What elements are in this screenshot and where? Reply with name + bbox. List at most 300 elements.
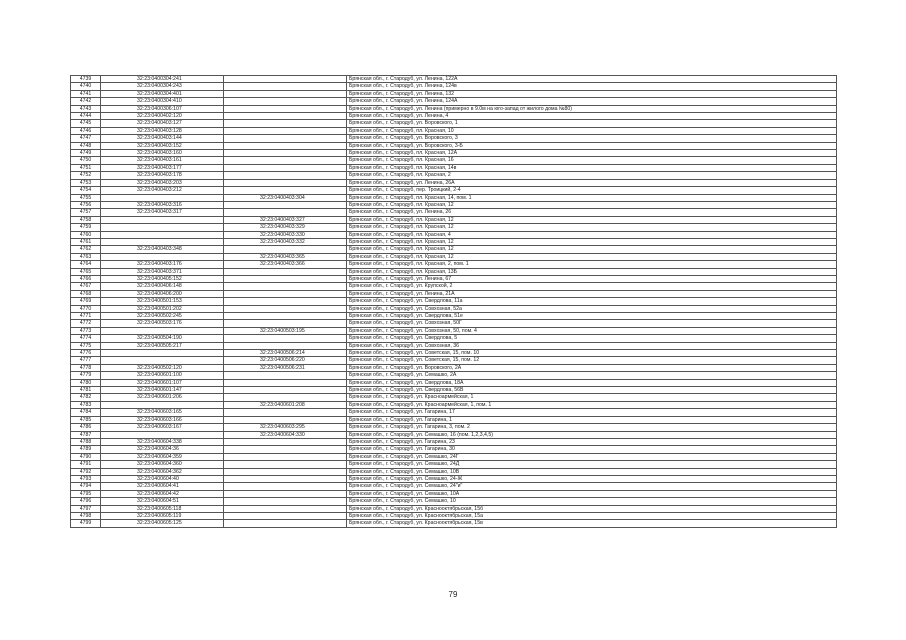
building-cadastral-number-cell xyxy=(224,461,347,468)
row-number-cell: 4793 xyxy=(71,475,101,482)
address-cell: Брянская обл., г. Стародуб, ул. Семашко, 2А xyxy=(347,372,837,379)
address-cell: Брянская обл., г. Стародуб, пл. Красная, 12 xyxy=(347,246,837,253)
row-number-cell: 4758 xyxy=(71,216,101,223)
cadastral-number-cell xyxy=(101,216,224,223)
row-number-cell: 4795 xyxy=(71,490,101,497)
row-number-cell: 4792 xyxy=(71,468,101,475)
table-row xyxy=(71,150,837,157)
building-cadastral-number-cell xyxy=(224,283,347,290)
building-cadastral-number-cell xyxy=(224,90,347,97)
table-row xyxy=(71,275,837,282)
row-number-cell: 4777 xyxy=(71,357,101,364)
address-cell: Брянская обл., г. Стародуб, пл. Красная, 16 xyxy=(347,157,837,164)
table-row xyxy=(71,313,837,320)
building-cadastral-number-cell xyxy=(224,127,347,134)
building-cadastral-number-cell xyxy=(224,498,347,505)
registry-table xyxy=(70,75,837,528)
address-cell: Брянская обл., г. Стародуб, пл. Красная, 12 xyxy=(347,216,837,223)
cadastral-number-cell: 32:23:0400605:119 xyxy=(101,512,224,519)
address-cell: Брянская обл., г. Стародуб, ул. Свердлова, 51е xyxy=(347,313,837,320)
table-row xyxy=(71,505,837,512)
row-number-cell: 4756 xyxy=(71,201,101,208)
cadastral-number-cell: 32:23:0400603:167 xyxy=(101,424,224,431)
table-row xyxy=(71,409,837,416)
building-cadastral-number-cell xyxy=(224,490,347,497)
table-row xyxy=(71,401,837,408)
cadastral-number-cell: 32:23:0400505:217 xyxy=(101,342,224,349)
table-row xyxy=(71,113,837,120)
address-cell: Брянская обл., г. Стародуб, ул. Свердлова, 5 xyxy=(347,335,837,342)
cadastral-number-cell: 32:23:0400304:401 xyxy=(101,90,224,97)
row-number-cell: 4752 xyxy=(71,172,101,179)
row-number-cell: 4797 xyxy=(71,505,101,512)
table-row xyxy=(71,364,837,371)
table-row xyxy=(71,468,837,475)
table-row xyxy=(71,90,837,97)
building-cadastral-number-cell: 32:23:0400403:327 xyxy=(224,216,347,223)
table-row xyxy=(71,194,837,201)
table-row xyxy=(71,475,837,482)
row-number-cell: 4753 xyxy=(71,179,101,186)
building-cadastral-number-cell xyxy=(224,298,347,305)
address-cell: Брянская обл., г. Стародуб, ул. Ленина, 4 xyxy=(347,113,837,120)
building-cadastral-number-cell xyxy=(224,275,347,282)
row-number-cell: 4769 xyxy=(71,298,101,305)
cadastral-number-cell: 32:23:0400304:241 xyxy=(101,76,224,83)
table-row xyxy=(71,201,837,208)
table-row xyxy=(71,357,837,364)
address-cell: Брянская обл., г. Стародуб, ул. Ленина, 122А xyxy=(347,76,837,83)
cadastral-number-cell xyxy=(101,224,224,231)
building-cadastral-number-cell xyxy=(224,379,347,386)
cadastral-number-cell: 32:23:0400403:316 xyxy=(101,201,224,208)
table-row xyxy=(71,209,837,216)
row-number-cell: 4796 xyxy=(71,498,101,505)
address-cell: Брянская обл., г. Стародуб, ул. Гагарина, 17 xyxy=(347,409,837,416)
address-cell: Брянская обл., г. Стародуб, ул. Воровского, 2А xyxy=(347,364,837,371)
row-number-cell: 4740 xyxy=(71,83,101,90)
cadastral-number-cell: 32:23:0400604:41 xyxy=(101,483,224,490)
cadastral-number-cell xyxy=(101,253,224,260)
address-cell: Брянская обл., г. Стародуб, пл. Красная, 4 xyxy=(347,231,837,238)
cadastral-number-cell: 32:23:0400403:176 xyxy=(101,261,224,268)
building-cadastral-number-cell xyxy=(224,475,347,482)
address-cell: Брянская обл., г. Стародуб, ул. Ленина, 26 xyxy=(347,209,837,216)
table-row xyxy=(71,512,837,519)
building-cadastral-number-cell xyxy=(224,483,347,490)
table-row xyxy=(71,498,837,505)
building-cadastral-number-cell xyxy=(224,335,347,342)
cadastral-number-cell: 32:23:0400601:107 xyxy=(101,379,224,386)
address-cell: Брянская обл., г. Стародуб, ул. Семашко, 16 (пом. 1,2,3,4,5) xyxy=(347,431,837,438)
row-number-cell: 4750 xyxy=(71,157,101,164)
cadastral-number-cell: 32:23:0400406:148 xyxy=(101,283,224,290)
address-cell: Брянская обл., г. Стародуб, пл. Красная, 12 xyxy=(347,201,837,208)
building-cadastral-number-cell xyxy=(224,246,347,253)
address-cell: Брянская обл., г. Стародуб, пл. Красная, 13Б xyxy=(347,268,837,275)
row-number-cell: 4779 xyxy=(71,372,101,379)
building-cadastral-number-cell xyxy=(224,468,347,475)
cadastral-number-cell xyxy=(101,431,224,438)
row-number-cell: 4799 xyxy=(71,520,101,527)
building-cadastral-number-cell xyxy=(224,520,347,527)
address-cell: Брянская обл., г. Стародуб, ул. Воровского, 1 xyxy=(347,120,837,127)
table-row xyxy=(71,216,837,223)
address-cell: Брянская обл., г. Стародуб, пл. Красная, 14в xyxy=(347,164,837,171)
cadastral-number-cell: 32:23:0400304:243 xyxy=(101,83,224,90)
building-cadastral-number-cell xyxy=(224,157,347,164)
cadastral-number-cell: 32:23:0400403:127 xyxy=(101,120,224,127)
building-cadastral-number-cell xyxy=(224,320,347,327)
address-cell: Брянская обл., г. Стародуб, ул. Совхозная, 50, пом. 4 xyxy=(347,327,837,334)
row-number-cell: 4744 xyxy=(71,113,101,120)
building-cadastral-number-cell xyxy=(224,394,347,401)
cadastral-number-cell: 32:23:0400403:161 xyxy=(101,157,224,164)
cadastral-number-cell: 32:23:0400501:153 xyxy=(101,298,224,305)
table-row xyxy=(71,394,837,401)
address-cell: Брянская обл., г. Стародуб, ул. Гагарина, 30 xyxy=(347,446,837,453)
row-number-cell: 4791 xyxy=(71,461,101,468)
table-row xyxy=(71,98,837,105)
row-number-cell: 4783 xyxy=(71,401,101,408)
table-row xyxy=(71,238,837,245)
address-cell: Брянская обл., г. Стародуб, ул. Краснооктябрьская, 15в xyxy=(347,520,837,527)
registry-table-body xyxy=(71,76,837,528)
building-cadastral-number-cell: 32:23:0400403:304 xyxy=(224,194,347,201)
building-cadastral-number-cell: 32:23:0400603:295 xyxy=(224,424,347,431)
table-row xyxy=(71,446,837,453)
address-cell: Брянская обл., г. Стародуб, ул. Ленина, 124А xyxy=(347,98,837,105)
cadastral-number-cell: 32:23:0400604:51 xyxy=(101,498,224,505)
address-cell: Брянская обл., г. Стародуб, ул. Гагарина, 3, пом. 2 xyxy=(347,424,837,431)
table-row xyxy=(71,298,837,305)
row-number-cell: 4749 xyxy=(71,150,101,157)
building-cadastral-number-cell xyxy=(224,98,347,105)
cadastral-number-cell: 32:23:0400601:100 xyxy=(101,372,224,379)
address-cell: Брянская обл., г. Стародуб, ул. Свердлова, 56В xyxy=(347,387,837,394)
cadastral-number-cell: 32:23:0400605:118 xyxy=(101,505,224,512)
table-row xyxy=(71,320,837,327)
cadastral-number-cell: 32:23:0400604:359 xyxy=(101,453,224,460)
row-number-cell: 4760 xyxy=(71,231,101,238)
building-cadastral-number-cell: 32:23:0400403:330 xyxy=(224,231,347,238)
row-number-cell: 4754 xyxy=(71,187,101,194)
address-cell: Брянская обл., г. Стародуб, ул. Ленина, 26А xyxy=(347,179,837,186)
cadastral-number-cell: 32:23:0400604:40 xyxy=(101,475,224,482)
table-row xyxy=(71,246,837,253)
table-row xyxy=(71,483,837,490)
table-row xyxy=(71,261,837,268)
cadastral-number-cell: 32:23:0400406:200 xyxy=(101,290,224,297)
building-cadastral-number-cell xyxy=(224,105,347,112)
building-cadastral-number-cell xyxy=(224,268,347,275)
building-cadastral-number-cell: 32:23:0400506:220 xyxy=(224,357,347,364)
building-cadastral-number-cell xyxy=(224,342,347,349)
table-row xyxy=(71,520,837,527)
row-number-cell: 4798 xyxy=(71,512,101,519)
table-row xyxy=(71,268,837,275)
cadastral-number-cell: 32:23:0400502:245 xyxy=(101,313,224,320)
row-number-cell: 4741 xyxy=(71,90,101,97)
cadastral-number-cell: 32:23:0400503:176 xyxy=(101,320,224,327)
address-cell: Брянская обл., г. Стародуб, пл. Красная, 10 xyxy=(347,127,837,134)
building-cadastral-number-cell xyxy=(224,201,347,208)
row-number-cell: 4771 xyxy=(71,313,101,320)
table-row xyxy=(71,372,837,379)
building-cadastral-number-cell xyxy=(224,150,347,157)
address-cell: Брянская обл., г. Стародуб, пл. Красная, 12 xyxy=(347,253,837,260)
cadastral-number-cell: 32:23:0400603:166 xyxy=(101,416,224,423)
building-cadastral-number-cell xyxy=(224,142,347,149)
address-cell: Брянская обл., г. Стародуб, ул. Советская, 15, пом. 10 xyxy=(347,350,837,357)
row-number-cell: 4748 xyxy=(71,142,101,149)
table-row xyxy=(71,305,837,312)
address-cell: Брянская обл., г. Стародуб, ул. Семашко, 10А xyxy=(347,490,837,497)
address-cell: Брянская обл., г. Стародуб, ул. Красноармейская, 1 xyxy=(347,394,837,401)
address-cell: Брянская обл., г. Стародуб, пл. Красная, 12 xyxy=(347,238,837,245)
cadastral-number-cell: 32:23:0400403:128 xyxy=(101,127,224,134)
building-cadastral-number-cell xyxy=(224,135,347,142)
row-number-cell: 4755 xyxy=(71,194,101,201)
table-row xyxy=(71,379,837,386)
address-cell: Брянская обл., г. Стародуб, ул. Ленина, 67 xyxy=(347,275,837,282)
address-cell: Брянская обл., г. Стародуб, ул. Советская, 15, пом. 12 xyxy=(347,357,837,364)
building-cadastral-number-cell: 32:23:0400506:214 xyxy=(224,350,347,357)
table-row xyxy=(71,187,837,194)
table-row xyxy=(71,142,837,149)
page-number: 79 xyxy=(448,590,458,599)
cadastral-number-cell xyxy=(101,357,224,364)
cadastral-number-cell: 32:23:0400403:371 xyxy=(101,268,224,275)
cadastral-number-cell: 32:23:0400601:147 xyxy=(101,387,224,394)
row-number-cell: 4746 xyxy=(71,127,101,134)
cadastral-number-cell: 32:23:0400504:190 xyxy=(101,335,224,342)
row-number-cell: 4770 xyxy=(71,305,101,312)
cadastral-number-cell: 32:23:0400306:107 xyxy=(101,105,224,112)
row-number-cell: 4768 xyxy=(71,290,101,297)
building-cadastral-number-cell xyxy=(224,446,347,453)
address-cell: Брянская обл., г. Стародуб, пер. Троицкий, 2-4 xyxy=(347,187,837,194)
address-cell: Брянская обл., г. Стародуб, ул. Свердлова, 11а xyxy=(347,298,837,305)
row-number-cell: 4787 xyxy=(71,431,101,438)
building-cadastral-number-cell xyxy=(224,372,347,379)
cadastral-number-cell: 32:23:0400502:120 xyxy=(101,364,224,371)
address-cell: Брянская обл., г. Стародуб, пл. Красная, 12 xyxy=(347,224,837,231)
building-cadastral-number-cell xyxy=(224,416,347,423)
address-cell: Брянская обл., г. Стародуб, ул. Семашко, 10 xyxy=(347,498,837,505)
table-row xyxy=(71,387,837,394)
address-cell: Брянская обл., г. Стародуб, пл. Красная, 14, пом. 1 xyxy=(347,194,837,201)
row-number-cell: 4790 xyxy=(71,453,101,460)
building-cadastral-number-cell xyxy=(224,120,347,127)
table-row xyxy=(71,127,837,134)
address-cell: Брянская обл., г. Стародуб, ул. Семашко, 24Г xyxy=(347,453,837,460)
address-cell: Брянская обл., г. Стародуб, ул. Гагарина, 1 xyxy=(347,416,837,423)
building-cadastral-number-cell xyxy=(224,512,347,519)
cadastral-number-cell: 32:23:0400402:120 xyxy=(101,113,224,120)
cadastral-number-cell: 32:23:0400603:165 xyxy=(101,409,224,416)
table-row xyxy=(71,179,837,186)
cadastral-number-cell xyxy=(101,238,224,245)
building-cadastral-number-cell: 32:23:0400506:231 xyxy=(224,364,347,371)
cadastral-number-cell: 32:23:0400601:206 xyxy=(101,394,224,401)
building-cadastral-number-cell xyxy=(224,76,347,83)
cadastral-number-cell: 32:23:0400403:178 xyxy=(101,172,224,179)
address-cell: Брянская обл., г. Стародуб, ул. Крупской, 2 xyxy=(347,283,837,290)
building-cadastral-number-cell xyxy=(224,164,347,171)
cadastral-number-cell xyxy=(101,327,224,334)
cadastral-number-cell: 32:23:0400304:410 xyxy=(101,98,224,105)
row-number-cell: 4743 xyxy=(71,105,101,112)
row-number-cell: 4775 xyxy=(71,342,101,349)
cadastral-number-cell: 32:23:0400605:125 xyxy=(101,520,224,527)
address-cell: Брянская обл., г. Стародуб, пл. Красная, 2, пом. 1 xyxy=(347,261,837,268)
address-cell: Брянская обл., г. Стародуб, пл. Красная, 2 xyxy=(347,172,837,179)
building-cadastral-number-cell xyxy=(224,305,347,312)
building-cadastral-number-cell: 32:23:0400503:195 xyxy=(224,327,347,334)
building-cadastral-number-cell xyxy=(224,290,347,297)
building-cadastral-number-cell xyxy=(224,409,347,416)
address-cell: Брянская обл., г. Стародуб, ул. Краснооктябрьская, 15б xyxy=(347,505,837,512)
table-row xyxy=(71,431,837,438)
address-cell: Брянская обл., г. Стародуб, пл. Красная, 12А xyxy=(347,150,837,157)
row-number-cell: 4774 xyxy=(71,335,101,342)
building-cadastral-number-cell: 32:23:0400403:365 xyxy=(224,253,347,260)
row-number-cell: 4761 xyxy=(71,238,101,245)
building-cadastral-number-cell: 32:23:0400601:208 xyxy=(224,401,347,408)
cadastral-number-cell: 32:23:0400604:362 xyxy=(101,468,224,475)
address-cell: Брянская обл., г. Стародуб, ул. Семашко, 10В xyxy=(347,468,837,475)
row-number-cell: 4757 xyxy=(71,209,101,216)
cadastral-number-cell: 32:23:0400604:42 xyxy=(101,490,224,497)
row-number-cell: 4764 xyxy=(71,261,101,268)
address-cell: Брянская обл., г. Стародуб, ул. Воровского, 3-Б xyxy=(347,142,837,149)
table-row xyxy=(71,453,837,460)
address-cell: Брянская обл., г. Стародуб, ул. Совхозная, 36 xyxy=(347,342,837,349)
building-cadastral-number-cell: 32:23:0400604:330 xyxy=(224,431,347,438)
address-cell: Брянская обл., г. Стародуб, ул. Воровского, 3 xyxy=(347,135,837,142)
building-cadastral-number-cell xyxy=(224,313,347,320)
row-number-cell: 4786 xyxy=(71,424,101,431)
table-row xyxy=(71,424,837,431)
row-number-cell: 4778 xyxy=(71,364,101,371)
cadastral-number-cell: 32:23:0400405:152 xyxy=(101,275,224,282)
cadastral-number-cell: 32:23:0400403:152 xyxy=(101,142,224,149)
address-cell: Брянская обл., г. Стародуб, ул. Семашко, 24-Ж xyxy=(347,475,837,482)
building-cadastral-number-cell: 32:23:0400403:329 xyxy=(224,224,347,231)
table-row xyxy=(71,224,837,231)
table-row xyxy=(71,416,837,423)
cadastral-number-cell: 32:23:0400403:160 xyxy=(101,150,224,157)
cadastral-number-cell: 32:23:0400403:144 xyxy=(101,135,224,142)
table-row xyxy=(71,342,837,349)
row-number-cell: 4781 xyxy=(71,387,101,394)
table-row xyxy=(71,335,837,342)
row-number-cell: 4766 xyxy=(71,275,101,282)
row-number-cell: 4780 xyxy=(71,379,101,386)
cadastral-number-cell: 32:23:0400403:203 xyxy=(101,179,224,186)
cadastral-number-cell: 32:23:0400403:348 xyxy=(101,246,224,253)
row-number-cell: 4759 xyxy=(71,224,101,231)
address-cell: Брянская обл., г. Стародуб, ул. Ленина, 132 xyxy=(347,90,837,97)
address-cell: Брянская обл., г. Стародуб, ул. Ленина, 124в xyxy=(347,83,837,90)
address-cell: Брянская обл., г. Стародуб, ул. Красноармейская, 1, пом. 1 xyxy=(347,401,837,408)
address-cell: Брянская обл., г. Стародуб, ул. Семашко, 24"и" xyxy=(347,483,837,490)
building-cadastral-number-cell xyxy=(224,113,347,120)
table-row xyxy=(71,83,837,90)
building-cadastral-number-cell xyxy=(224,179,347,186)
row-number-cell: 4788 xyxy=(71,438,101,445)
table-row xyxy=(71,283,837,290)
row-number-cell: 4747 xyxy=(71,135,101,142)
row-number-cell: 4782 xyxy=(71,394,101,401)
building-cadastral-number-cell xyxy=(224,172,347,179)
cadastral-number-cell xyxy=(101,194,224,201)
cadastral-number-cell: 32:23:0400403:317 xyxy=(101,209,224,216)
building-cadastral-number-cell xyxy=(224,387,347,394)
address-cell: Брянская обл., г. Стародуб, ул. Совхозная, 50Г xyxy=(347,320,837,327)
row-number-cell: 4785 xyxy=(71,416,101,423)
address-cell: Брянская обл., г. Стародуб, ул. Совхозная, 52а xyxy=(347,305,837,312)
row-number-cell: 4751 xyxy=(71,164,101,171)
table-row xyxy=(71,76,837,83)
cadastral-number-cell: 32:23:0400403:212 xyxy=(101,187,224,194)
row-number-cell: 4776 xyxy=(71,350,101,357)
row-number-cell: 4789 xyxy=(71,446,101,453)
table-row xyxy=(71,490,837,497)
row-number-cell: 4794 xyxy=(71,483,101,490)
cadastral-number-cell xyxy=(101,231,224,238)
address-cell: Брянская обл., г. Стародуб, ул. Ленина, 21А xyxy=(347,290,837,297)
address-cell: Брянская обл., г. Стародуб, ул. Гагарина, 23 xyxy=(347,438,837,445)
building-cadastral-number-cell: 32:23:0400403:332 xyxy=(224,238,347,245)
row-number-cell: 4765 xyxy=(71,268,101,275)
address-cell: Брянская обл., г. Стародуб, ул. Ленина (примерно в 9.0м на юго-запад от жилого дома №80) xyxy=(347,105,837,112)
row-number-cell: 4772 xyxy=(71,320,101,327)
table-row xyxy=(71,105,837,112)
cadastral-number-cell: 32:23:0400604:360 xyxy=(101,461,224,468)
cadastral-number-cell: 32:23:0400604:338 xyxy=(101,438,224,445)
row-number-cell: 4763 xyxy=(71,253,101,260)
building-cadastral-number-cell xyxy=(224,438,347,445)
building-cadastral-number-cell xyxy=(224,453,347,460)
building-cadastral-number-cell xyxy=(224,187,347,194)
building-cadastral-number-cell: 32:23:0400403:366 xyxy=(224,261,347,268)
building-cadastral-number-cell xyxy=(224,505,347,512)
table-row xyxy=(71,461,837,468)
table-row xyxy=(71,172,837,179)
cadastral-number-cell: 32:23:0400604:36 xyxy=(101,446,224,453)
table-row xyxy=(71,290,837,297)
table-row xyxy=(71,253,837,260)
building-cadastral-number-cell xyxy=(224,209,347,216)
row-number-cell: 4745 xyxy=(71,120,101,127)
table-row xyxy=(71,350,837,357)
row-number-cell: 4784 xyxy=(71,409,101,416)
building-cadastral-number-cell xyxy=(224,83,347,90)
row-number-cell: 4739 xyxy=(71,76,101,83)
table-row xyxy=(71,120,837,127)
table-row xyxy=(71,327,837,334)
table-row xyxy=(71,157,837,164)
row-number-cell: 4767 xyxy=(71,283,101,290)
cadastral-number-cell: 32:23:0400501:202 xyxy=(101,305,224,312)
table-row xyxy=(71,164,837,171)
row-number-cell: 4742 xyxy=(71,98,101,105)
table-row xyxy=(71,438,837,445)
table-row xyxy=(71,231,837,238)
cadastral-number-cell xyxy=(101,350,224,357)
